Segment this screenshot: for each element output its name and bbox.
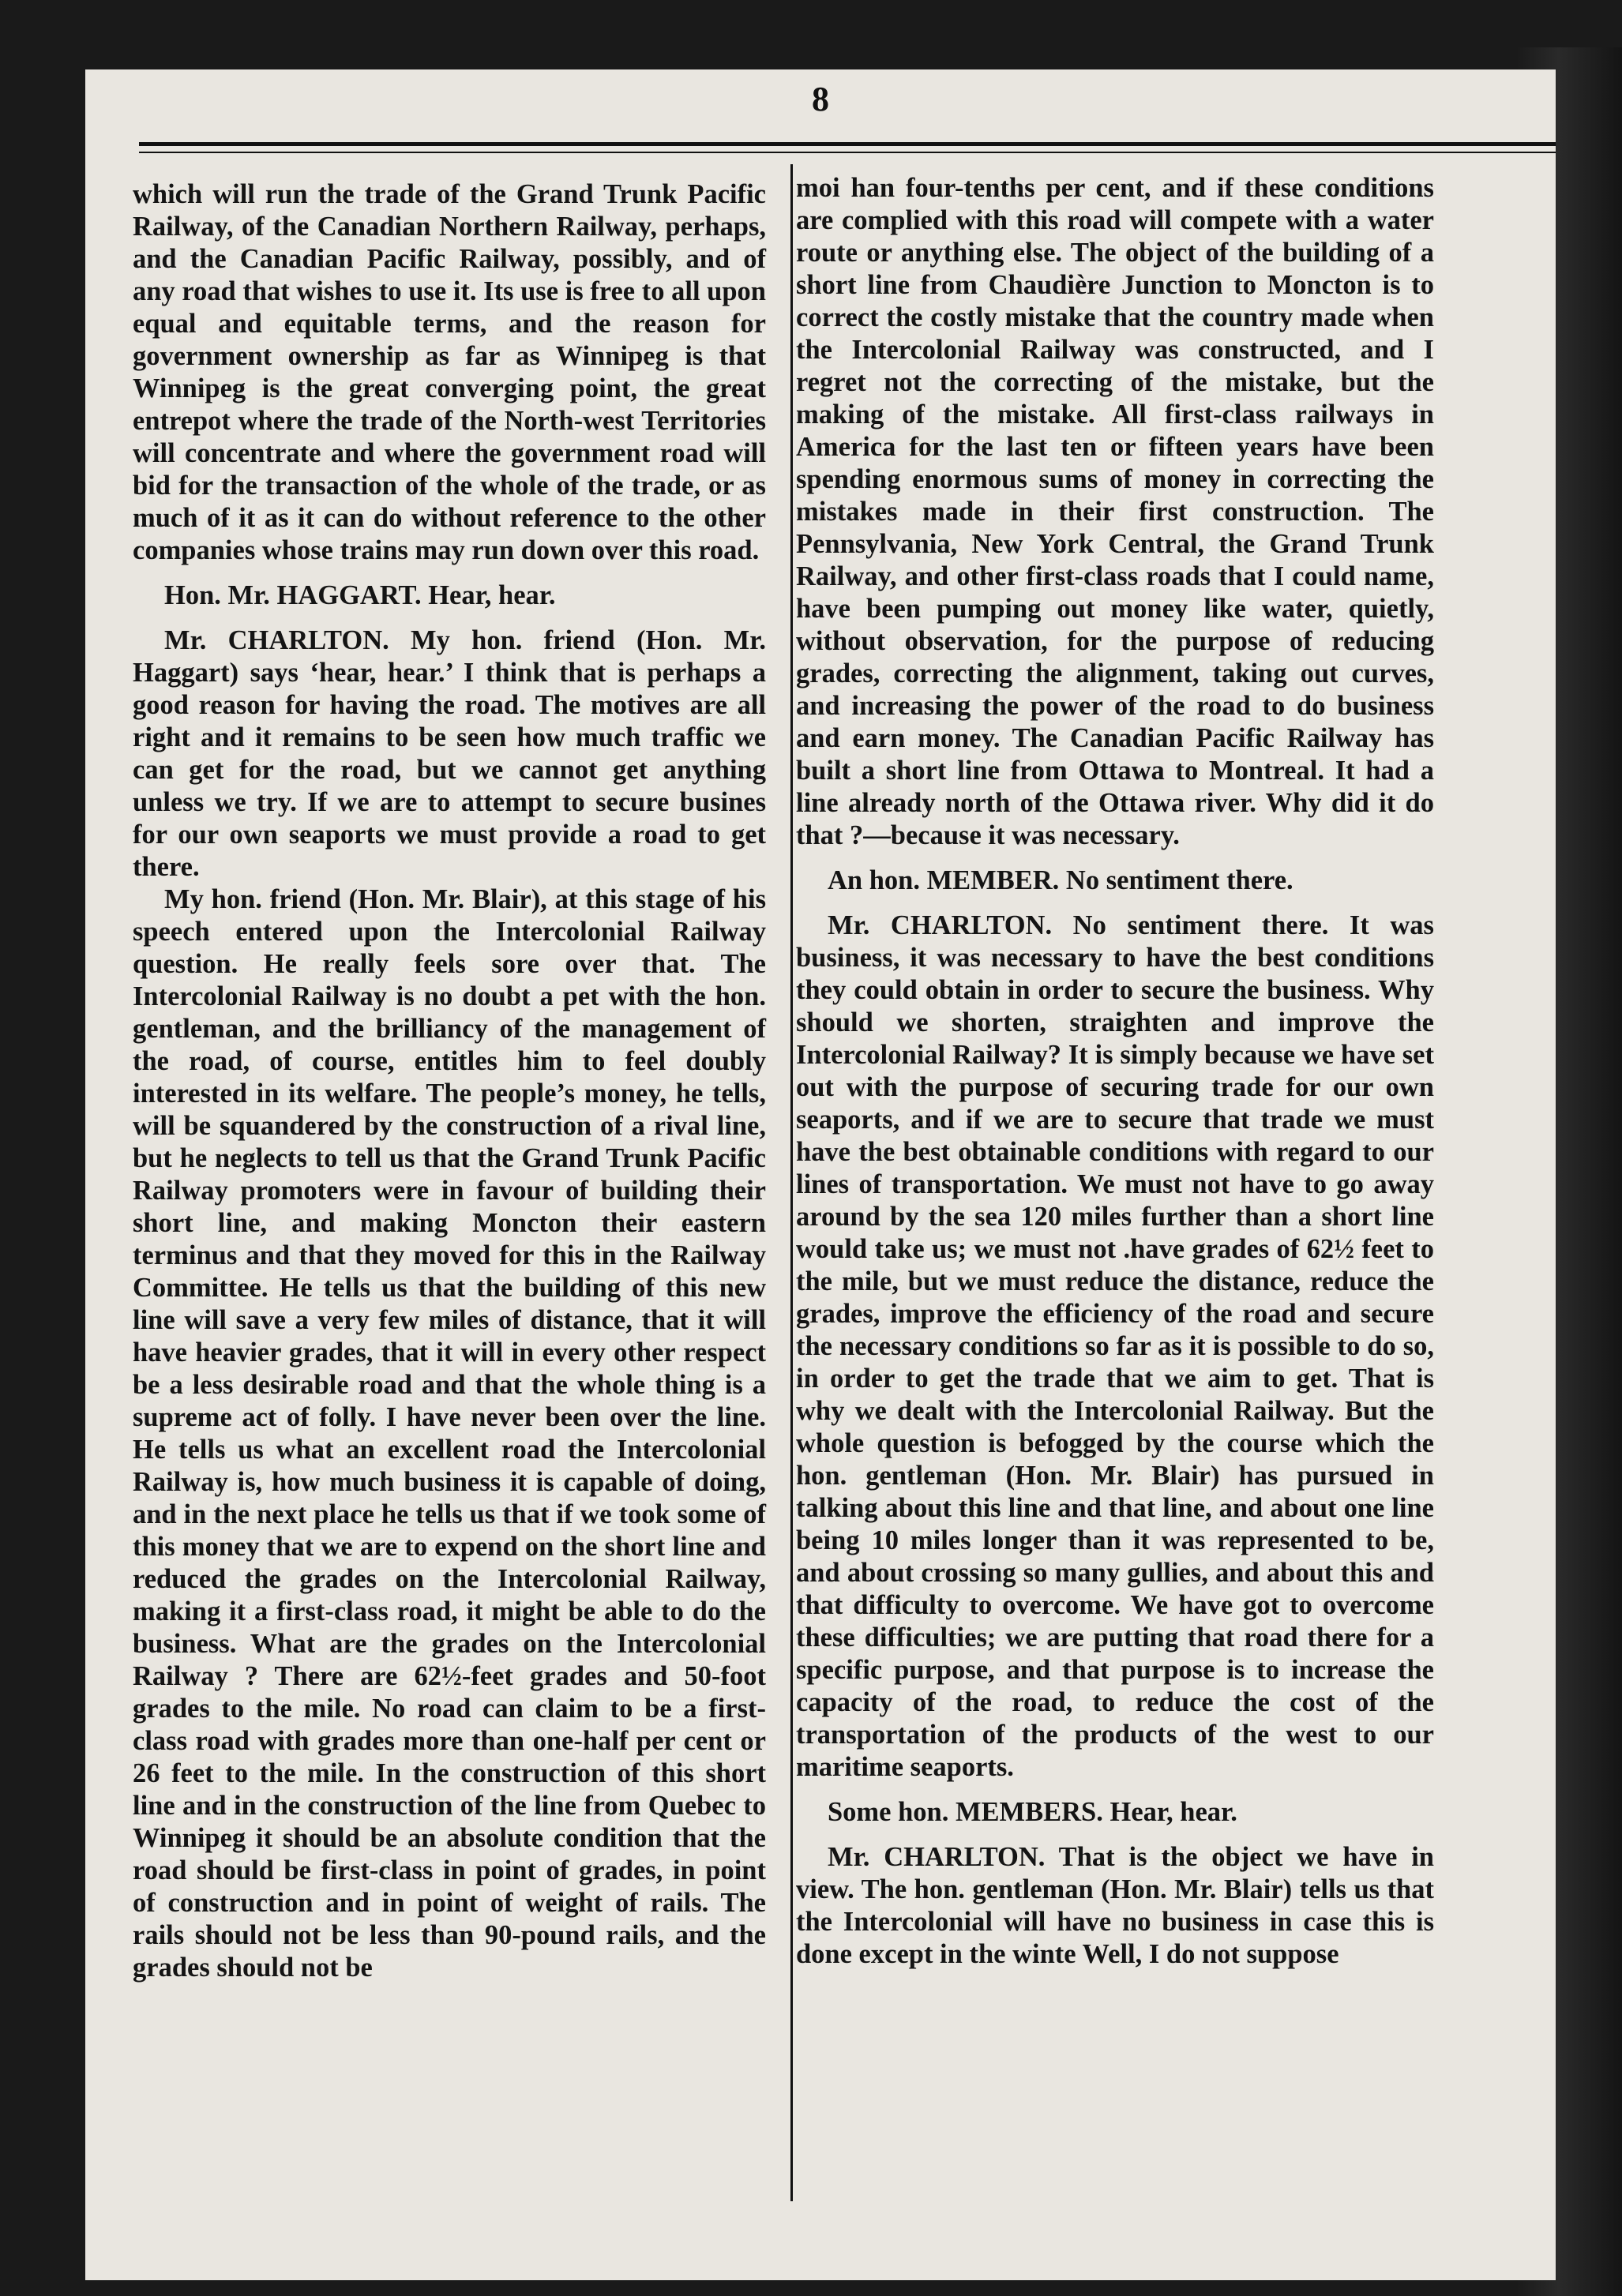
paragraph: Mr. CHARLTON. No sentiment there. It was business, it was necessary to have the best conditions they could obtain in order to secure the business. Why should we shorten, straighten and improve the Intercolonial Railway? It is simply because we have set out with the purpose of securing trade for our own seaports, and if we are to secure that trade we must have the best obtainable conditions with regard to our lines of transportation. We must not have to go away around by the sea 120 miles further than a short line would take us; we must not .have grades of 62½ feet to the mile, but we must reduce the distance, reduce the grades, improve the efficiency of the road and secure the necessary conditions so far as it is possible to do so, in order to get the trade that we aim to get. That is why we dealt with the Intercolonial Railway. But the whole question is befogged by the course which the hon. gentleman (Hon. Mr. Blair) has pursued in talking about this line and that line, and about one line being 10 miles longer than it was represented to be, and about crossing so many gullies, and about this and that difficulty to overcome. We have got to overcome these difficulties; we are putting that road there for a specific purpose, and that purpose is to increase the capacity of the road, to reduce the cost of the transportation of the products of the west to our maritime seaports. [796,910,1434,1782]
paragraph: which will run the trade of the Grand Trunk Pacific Railway, of the Canadian Northern Railway, perhaps, and the Canadian Pacific Railway, possibly, and of any road that wishes to use it. Its use is free to all upon equal and equitable terms, and the reason for government ownership as far as Winnipeg is that Winnipeg is the great converging point, the great entrepot where the trade of the North-west Territories will concentrate and where the government road will bid for the transaction of the whole of the trade, or as much of it as it can do without reference to the other companies whose trains may run down over this road. [133,179,766,565]
column-divider [790,164,793,2201]
paragraph: Mr. CHARLTON. That is the object we have in view. The hon. gentleman (Hon. Mr. Blair) tells us that the Intercolonial will have no business in case this is done except in the winte Well, I do not suppose [796,1842,1434,1969]
speaker-line: An hon. MEMBER. No sentiment there. [828,865,1293,895]
document-page [85,69,1556,2280]
paragraph: Mr. CHARLTON. My hon. friend (Hon. Mr. Haggart) says ‘hear, hear.’ I think that is perhaps a good reason for having the road. The motives are all right and it remains to be seen how much traffic we can get for the road, but we cannot get anything unless we try. If we are to attempt to secure busines for our own seaports we must provide a road to get there. [133,625,766,882]
left-column [133,178,766,1984]
paragraph: moi han four-tenths per cent, and if these conditions are complied with this road will compete with a water route or anything else. The object of the building of a short line from Chaudière Junction to Moncton is to correct the costly mistake that the country made when the Intercolonial Railway was constructed, and I regret not the correcting of the mistake, but the making of the mistake. All first-class railways in America for the last ten or fifteen years have been spending enormous sums of money in correcting the mistakes made in their first construction. The Pennsylvania, New York Central, the Grand Trunk Railway, and other first-class roads that I could name, have been pumping out money like water, quietly, without observation, for the purpose of reducing grades, correcting the alignment, taking out curves, and increasing the power of the road to do business and earn money. The Canadian Pacific Railway has built a short line from Ottawa to Montreal. It had a line already north of the Ottawa river. Why did it do that ?—because it was necessary. [796,173,1434,850]
page-number: 8 [812,80,829,118]
right-column [796,172,1434,1971]
speaker-line: Some hon. MEMBERS. Hear, hear. [828,1797,1237,1827]
speaker-line: Hon. Mr. HAGGART. Hear, hear. [164,580,556,610]
paragraph: My hon. friend (Hon. Mr. Blair), at this stage of his speech entered upon the Intercolonial Railway question. He really feels sore over that. The Intercolonial Railway is no doubt a pet with the hon. gentleman, and the brilliancy of the management of the road, of course, entitles him to feel doubly interested in its welfare. The people’s money, he tells, will be squandered by the construction of a rival line, but he neglects to tell us that the Grand Trunk Pacific Railway promoters were in favour of building their short line, and making Moncton their eastern terminus and that they moved for this in the Railway Committee. He tells us that the building of this new line will save a very few miles of distance, that it will have heavier grades, that it will in every other respect be a less desirable road and that the whole thing is a supreme act of folly. I have never been over the line. He tells us what an excellent road the Intercolonial Railway is, how much business it is capable of doing, and in the next place he tells us that if we took some of this money that we are to expend on the short line and reduced the grades on the Intercolonial Railway, making it a first-class road, it might be able to do the business. What are the grades on the Intercolonial Railway ? There are 62½-feet grades and 50-foot grades to the mile. No road can claim to be a first-class road with grades more than one-half per cent or 26 feet to the mile. In the construction of this short line and in the construction of the line from Quebec to Winnipeg it should be an absolute condition that the road should be first-class in point of grades, in point of construction and in point of weight of rails. The rails should not be less than 90-pound rails, and the grades should not be [133,884,766,1983]
header-rule-thick [139,142,1556,146]
header-rule-thin [139,152,1556,153]
